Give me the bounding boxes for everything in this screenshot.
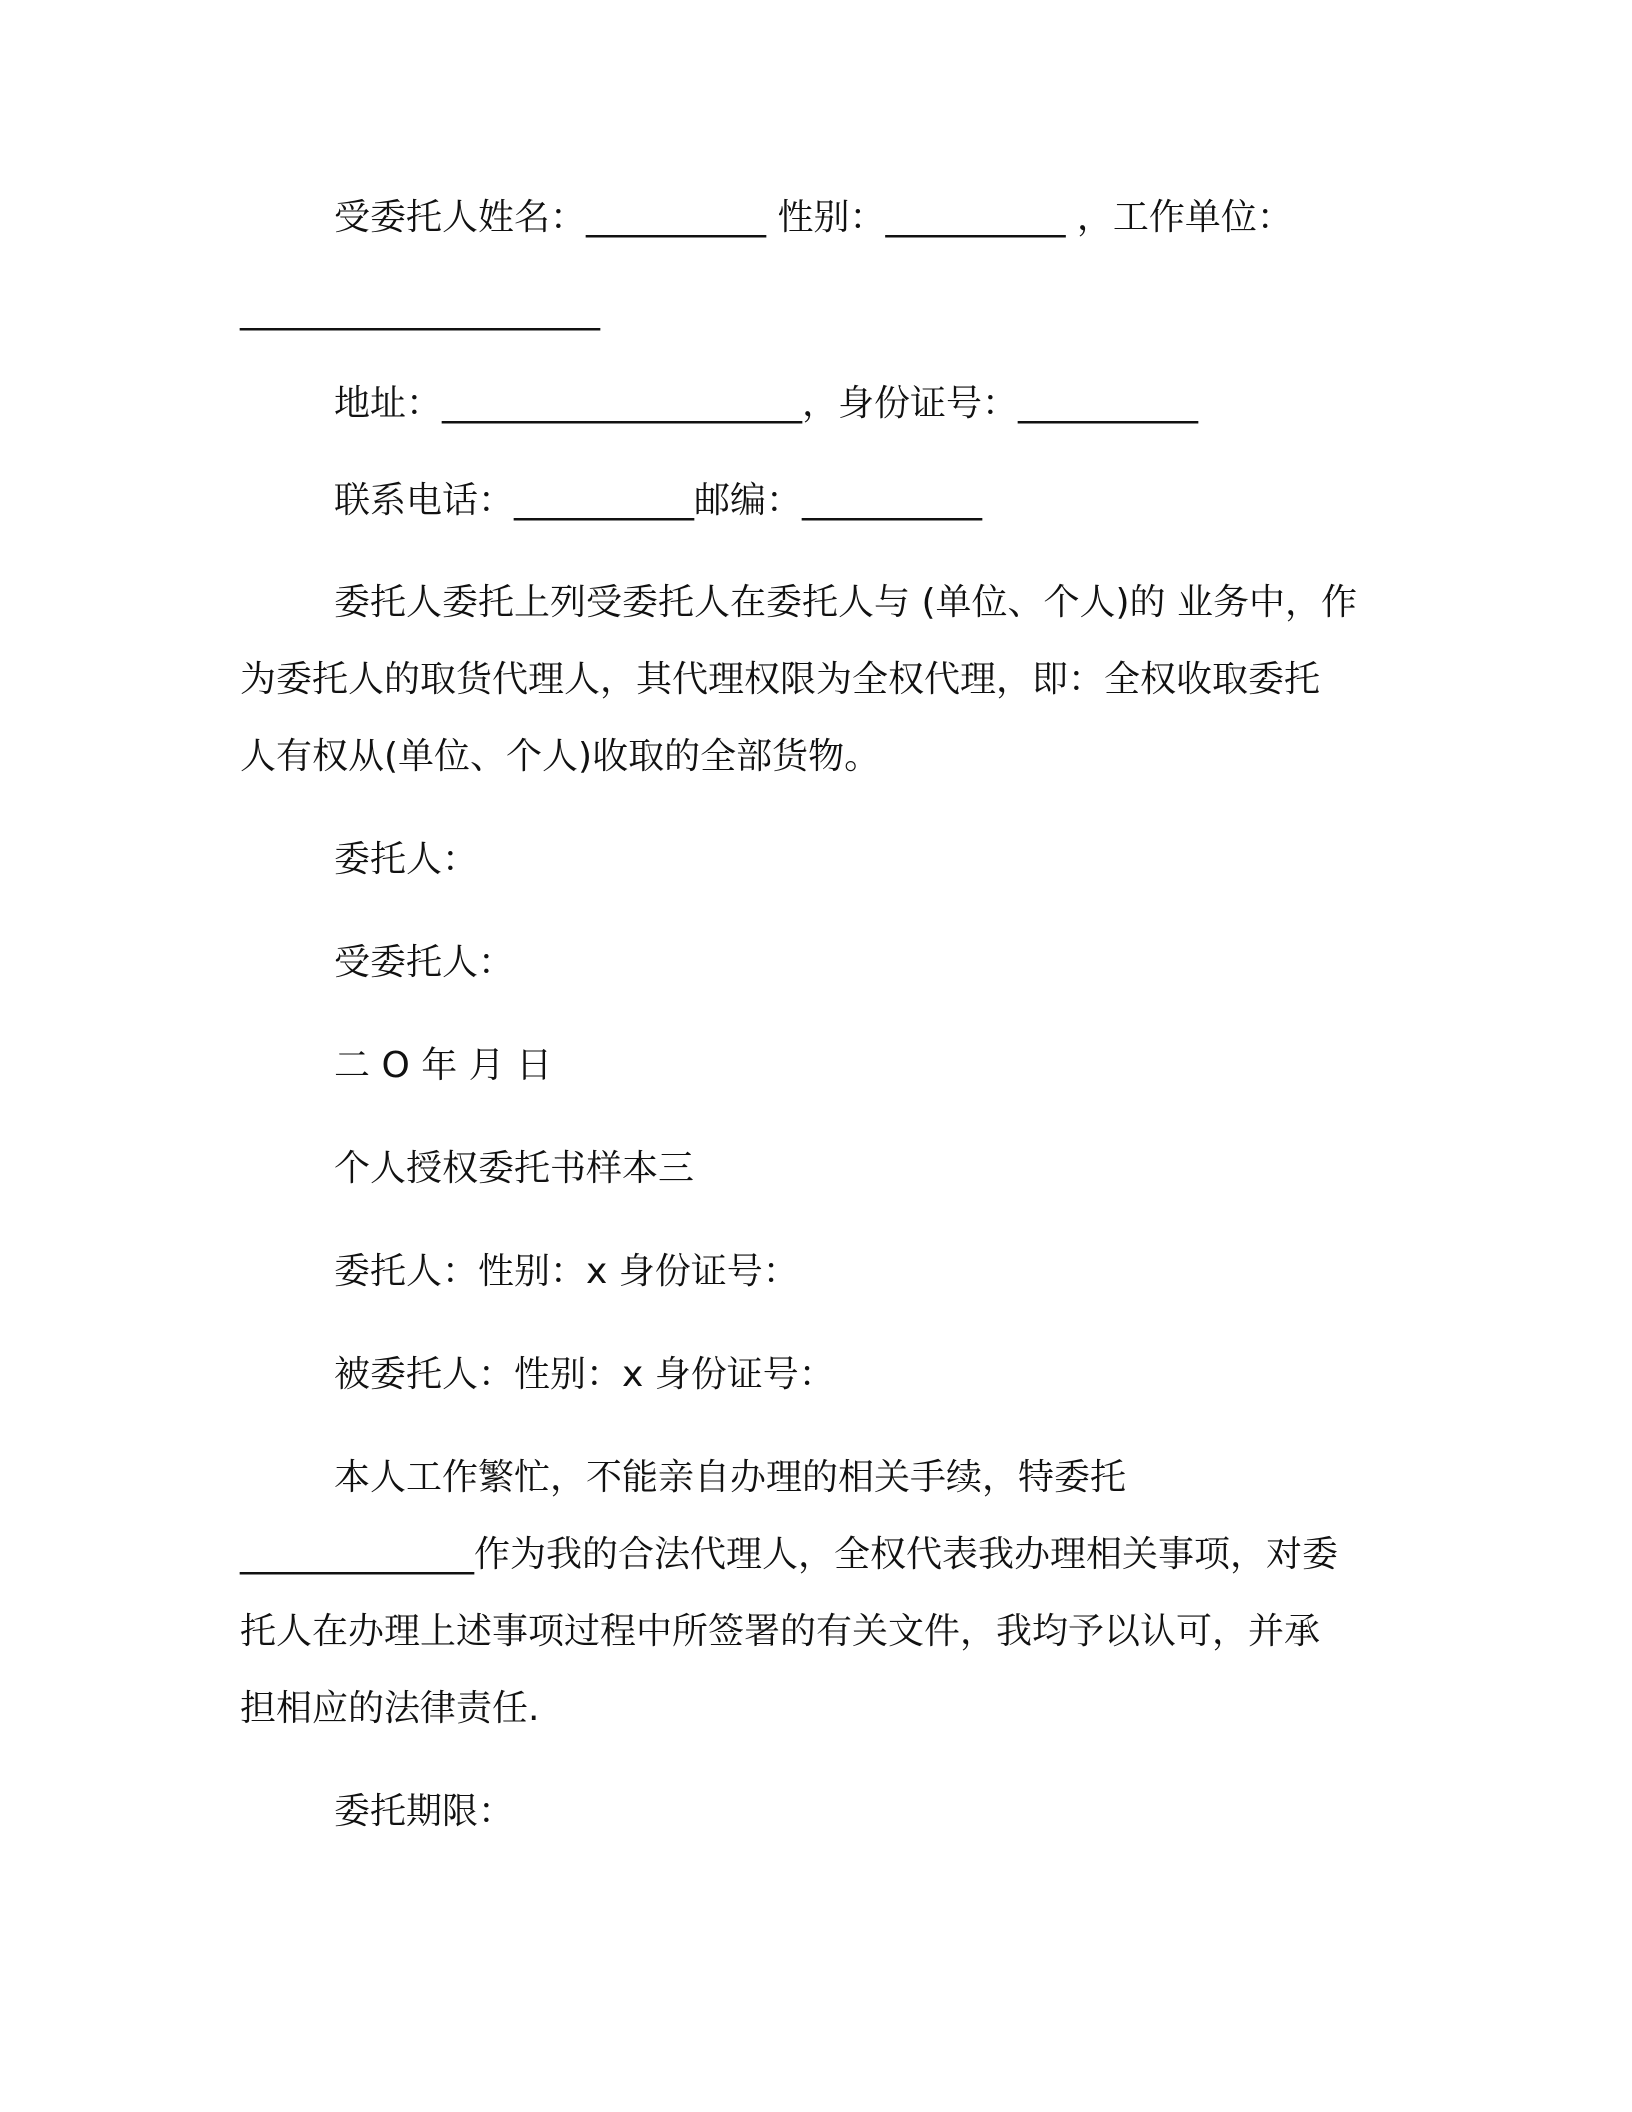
authorization-paragraph-line-2: 为委托人的取货代理人，其代理权限为全权代理，即：全权收取委托 [240,659,1321,700]
address-id-number-line: 地址：____________________，身份证号：__________ [334,383,1199,424]
entrustment-paragraph-line-3: 托人在办理上述事项过程中所签署的有关文件，我均予以认可，并承 [240,1611,1321,1652]
employer-blank-line: ____________________ [240,290,600,331]
principal-signature-line: 委托人： [334,839,479,880]
sample-title: 个人授权委托书样本三 [334,1148,695,1189]
phone-postcode-line: 联系电话：__________邮编：__________ [334,480,983,521]
entrustment-paragraph-line-2: _____________作为我的合法代理人，全权代表我办理相关事项，对委 [240,1534,1339,1575]
assignee-name-gender-employer-line: 受委托人姓名：__________ 性别：__________ ，工作单位： [334,197,1293,238]
authorization-paragraph-line-3: 人有权从(单位、个人)收取的全部货物。 [240,736,881,777]
entrustment-paragraph-line-4: 担相应的法律责任. [240,1688,540,1729]
entrustment-paragraph-line-1: 本人工作繁忙，不能亲自办理的相关手续，特委托 [334,1457,1127,1498]
principal-info-line: 委托人：性别：x 身份证号： [334,1251,799,1292]
date-line: 二 O 年 月 日 [334,1045,553,1086]
assignee-signature-line: 受委托人： [334,942,515,983]
authorization-paragraph-line-1: 委托人委托上列受委托人在委托人与 (单位、个人)的 业务中，作 [334,582,1357,623]
entrustment-period-line: 委托期限： [334,1791,515,1832]
agent-info-line: 被委托人：性别：x 身份证号： [334,1354,835,1395]
